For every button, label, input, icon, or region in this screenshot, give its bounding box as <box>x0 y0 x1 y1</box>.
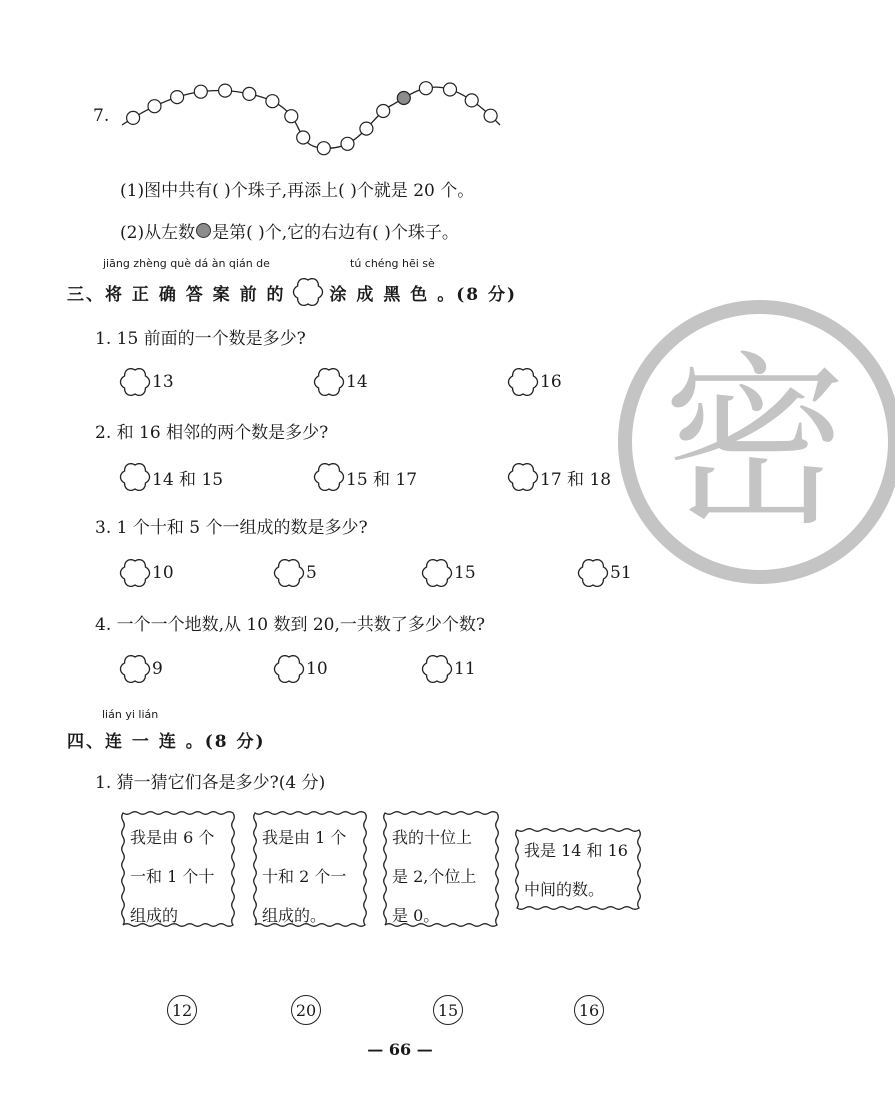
scalloped-circle-icon[interactable] <box>506 366 540 398</box>
scalloped-circle-icon[interactable] <box>118 653 152 685</box>
option-q1-c[interactable] <box>506 366 562 398</box>
shaded-bead <box>397 92 410 105</box>
scalloped-circle-icon[interactable] <box>312 461 346 493</box>
section4-question: 1. 猜一猜它们各是多少?(4 分) <box>95 773 326 793</box>
bead <box>444 83 457 96</box>
option-q4-b[interactable] <box>272 653 328 685</box>
option-label: 13 <box>152 372 174 392</box>
option-label: 15 和 17 <box>346 469 418 490</box>
scalloped-circle-icon[interactable] <box>118 557 152 589</box>
section3-question-1: 1. 15 前面的一个数是多少? <box>95 329 306 349</box>
option-label: 11 <box>454 659 476 679</box>
bead <box>419 82 432 95</box>
bead-string-figure <box>110 68 515 163</box>
section3-question-2: 2. 和 16 相邻的两个数是多少? <box>95 423 329 443</box>
riddle-card-text: 我是 14 和 16 中间的数。 <box>524 841 628 899</box>
answer-number-circle[interactable]: 20 <box>291 995 321 1025</box>
scalloped-circle-icon[interactable] <box>420 653 454 685</box>
scalloped-circle-icon[interactable] <box>506 461 540 493</box>
secret-seal-watermark <box>605 292 895 592</box>
scalloped-circle-icon[interactable] <box>272 653 306 685</box>
option-label: 14 和 15 <box>152 469 224 490</box>
question-7-part2-tail: 是第( )个,它的右边有( )个珠子。 <box>212 223 459 243</box>
answer-number-circle[interactable]: 16 <box>574 995 604 1025</box>
bead <box>317 142 330 155</box>
riddle-card-2[interactable] <box>250 808 370 930</box>
section3-heading <box>67 276 517 308</box>
option-q4-a[interactable] <box>118 653 163 685</box>
section4-heading: 四、连 一 连 。(8 分) <box>67 732 266 752</box>
option-q3-a[interactable] <box>118 557 174 589</box>
option-q3-c[interactable] <box>420 557 476 589</box>
question-7-part2 <box>120 218 459 243</box>
bead <box>297 131 310 144</box>
option-q2-c[interactable] <box>506 461 611 493</box>
page-number: — 66 — <box>367 1040 433 1059</box>
section3-heading-right: 涂 成 黑 色 。(8 分) <box>329 284 518 305</box>
section3-question-3: 3. 1 个十和 5 个一组成的数是多少? <box>95 518 368 538</box>
section3-question-4: 4. 一个一个地数,从 10 数到 20,一共数了多少个数? <box>95 615 486 635</box>
bead <box>266 95 279 108</box>
option-q4-c[interactable] <box>420 653 476 685</box>
option-label: 15 <box>454 563 476 583</box>
scalloped-circle-icon[interactable] <box>118 461 152 493</box>
scalloped-circle-icon[interactable] <box>118 366 152 398</box>
bead <box>219 84 232 97</box>
section3-pinyin-left: jiāng zhèng què dá àn qián de <box>103 257 270 270</box>
option-label: 16 <box>540 372 562 392</box>
bead <box>127 111 140 124</box>
bead <box>377 105 390 118</box>
bead <box>148 100 161 113</box>
bead <box>243 87 256 100</box>
scalloped-circle-icon[interactable] <box>312 366 346 398</box>
option-label: 14 <box>346 372 368 392</box>
scalloped-circle-icon[interactable] <box>272 557 306 589</box>
answer-number-circle[interactable]: 15 <box>433 995 463 1025</box>
watermark-character: 密 <box>662 335 848 551</box>
section3-heading-left: 三、将 正 确 答 案 前 的 <box>67 284 286 305</box>
option-q2-b[interactable] <box>312 461 417 493</box>
riddle-card-4[interactable] <box>512 825 644 913</box>
option-q1-a[interactable] <box>118 366 174 398</box>
bead <box>341 137 354 150</box>
option-label: 9 <box>152 659 163 679</box>
option-label: 10 <box>306 659 328 679</box>
riddle-card-text: 我的十位上 是 2,个位上 是 0。 <box>392 828 477 925</box>
option-label: 5 <box>306 563 317 583</box>
riddle-card-text: 我是由 6 个 一和 1 个十 组成的 <box>130 828 215 925</box>
question-7-number: 7. <box>93 106 110 126</box>
option-label: 10 <box>152 563 174 583</box>
bead <box>484 109 497 122</box>
bead <box>171 91 184 104</box>
section4-pinyin: lián yi lián <box>102 708 159 721</box>
bead <box>360 122 373 135</box>
bead <box>194 85 207 98</box>
question-7-part1: (1)图中共有( )个珠子,再添上( )个就是 20 个。 <box>120 181 475 201</box>
answer-number-circle[interactable]: 12 <box>167 995 197 1025</box>
riddle-card-3[interactable] <box>380 808 502 930</box>
option-q2-a[interactable] <box>118 461 223 493</box>
riddle-card-1[interactable] <box>118 808 238 930</box>
scalloped-circle-icon[interactable] <box>420 557 454 589</box>
riddle-card-text: 我是由 1 个 十和 2 个一 组成的。 <box>262 828 347 925</box>
section3-pinyin-right: tú chéng hēi sè <box>350 257 435 270</box>
bead <box>285 110 298 123</box>
shaded-bead-icon <box>196 223 211 238</box>
option-q3-b[interactable] <box>272 557 317 589</box>
bead <box>465 94 478 107</box>
option-label: 51 <box>610 563 632 583</box>
scalloped-circle-icon <box>290 276 326 308</box>
option-label: 17 和 18 <box>540 469 612 490</box>
option-q1-b[interactable] <box>312 366 368 398</box>
question-7-part2-lead: (2)从左数 <box>120 223 196 243</box>
